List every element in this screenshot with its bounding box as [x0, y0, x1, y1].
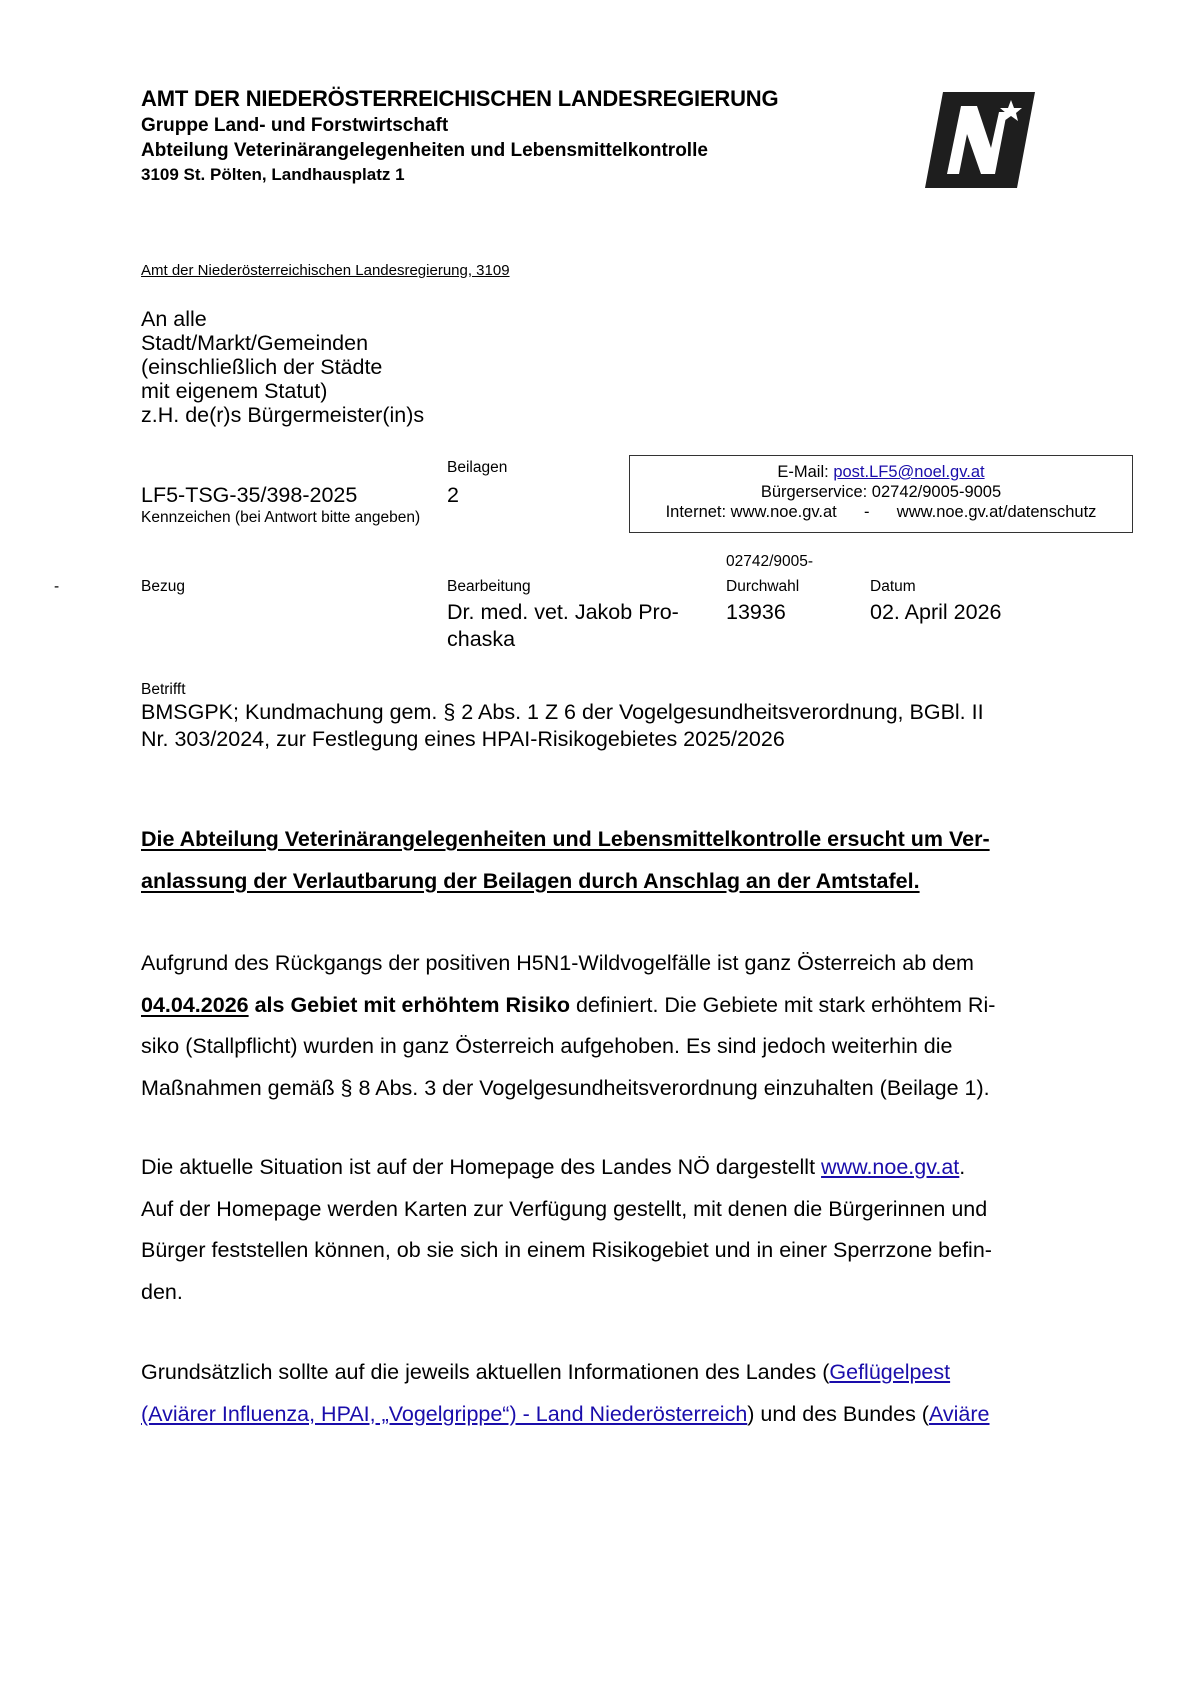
durchwahl-value: 13936	[726, 600, 786, 624]
betrifft-label: Betrifft	[141, 681, 186, 698]
recipient-line: (einschließlich der Städte	[141, 355, 383, 379]
paragraph-line: Bürger feststellen können, ob sie sich in einem Risikogebiet und in einer Sperrzone befin-	[141, 1238, 992, 1262]
bearbeitung-value: Dr. med. vet. Jakob Pro-	[447, 600, 679, 624]
internet-label: Internet: www.noe.gv.at	[665, 503, 837, 521]
request-paragraph	[141, 819, 1101, 902]
paragraph-information	[141, 1352, 1101, 1435]
effective-date: 04.04.2026	[141, 992, 249, 1017]
bund-aviaere-link[interactable]: Aviäre	[928, 1401, 990, 1426]
department-name: Abteilung Veterinärangelegenheiten und Lebensmittelkontrolle	[141, 140, 708, 161]
email-label: E-Mail:	[777, 463, 834, 481]
durchwahl-prefix: 02742/9005-	[726, 553, 814, 570]
land-noe-gefluegelpest-link-cont[interactable]: (Aviärer Influenza, HPAI, „Vogelgrippe“) - Land Niederösterreich	[141, 1401, 748, 1426]
recipient-line: Stadt/Markt/Gemeinden	[141, 331, 369, 355]
paragraph-text: definiert. Die Gebiete mit stark erhöhtem Ri-	[570, 992, 996, 1017]
noe-logo-icon	[925, 92, 1035, 188]
margin-dash: -	[54, 578, 60, 595]
paragraph-line	[141, 1147, 1101, 1189]
recipient-address	[141, 307, 641, 427]
durchwahl-label: Durchwahl	[726, 578, 800, 595]
email-line	[630, 462, 1132, 482]
bearbeitung-label: Bearbeitung	[447, 578, 531, 595]
kennzeichen-value: LF5-TSG-35/398-2025	[141, 483, 358, 507]
paragraph-line: Aufgrund des Rückgangs der positiven H5N1-Wildvogelfälle ist ganz Österreich ab dem	[141, 951, 974, 975]
datenschutz-text: www.noe.gv.at/datenschutz	[896, 503, 1097, 521]
subject-line: Nr. 303/2024, zur Festlegung eines HPAI-Risikogebietes 2025/2026	[141, 727, 785, 751]
land-noe-gefluegelpest-link[interactable]: Geflügelpest	[829, 1360, 951, 1384]
authority-name: AMT DER NIEDERÖSTERREICHISCHEN LANDESREGIERUNG	[141, 86, 779, 111]
request-line: Die Abteilung Veterinärangelegenheiten und Lebensmittelkontrolle ersucht um Ver-	[141, 827, 990, 851]
subject-line: BMSGPK; Kundmachung gem. § 2 Abs. 1 Z 6 der Vogelgesundheitsverordnung, BGBl. II	[141, 700, 984, 724]
bezug-label: Bezug	[141, 578, 185, 595]
bearbeitung-value-cont: chaska	[447, 627, 516, 651]
recipient-line: mit eigenem Statut)	[141, 379, 328, 403]
kennzeichen-label: Kennzeichen (bei Antwort bitte angeben)	[141, 509, 421, 526]
group-name: Gruppe Land- und Forstwirtschaft	[141, 115, 449, 136]
paragraph-text: Grundsätzlich sollte auf die jeweils aktuellen Informationen des Landes (	[141, 1360, 830, 1384]
paragraph-line	[141, 1394, 1101, 1436]
email-link[interactable]: post.LF5@noel.gv.at	[833, 463, 985, 481]
datum-value: 02. April 2026	[870, 600, 1002, 624]
buergerservice-line: Bürgerservice: 02742/9005-9005	[760, 483, 1002, 501]
beilagen-label: Beilagen	[447, 459, 508, 476]
paragraph-line: Auf der Homepage werden Karten zur Verfügung gestellt, mit denen die Bürgerinnen und	[141, 1196, 988, 1221]
request-line: anlassung der Verlautbarung der Beilagen durch Anschlag an der Amtstafel.	[141, 868, 920, 893]
paragraph-homepage	[141, 1147, 1101, 1313]
subject	[141, 699, 1101, 753]
risk-definition: als Gebiet mit erhöhtem Risiko	[248, 992, 570, 1017]
separator: -	[864, 503, 870, 521]
paragraph-text: ) und des Bundes (	[747, 1401, 929, 1426]
paragraph-line: siko (Stallpflicht) wurden in ganz Österreich aufgehoben. Es sind jedoch weiterhin die	[141, 1034, 953, 1058]
paragraph-line	[141, 985, 1101, 1027]
paragraph-line: Maßnahmen gemäß § 8 Abs. 3 der Vogelgesundheitsverordnung einzuhalten (Beilage 1).	[141, 1075, 990, 1100]
paragraph-line	[141, 1352, 1101, 1394]
paragraph-text: Die aktuelle Situation ist auf der Homepage des Landes NÖ dargestellt	[141, 1155, 822, 1179]
recipient-line: An alle	[141, 307, 207, 331]
beilagen-value: 2	[447, 483, 459, 507]
sender-line: Amt der Niederösterreichischen Landesregierung, 3109	[141, 262, 510, 279]
paragraph-line: den.	[141, 1279, 183, 1304]
paragraph-text: .	[959, 1155, 966, 1179]
address: 3109 St. Pölten, Landhausplatz 1	[141, 165, 405, 184]
internet-line	[630, 502, 1132, 522]
recipient-line: z.H. de(r)s Bürgermeister(in)s	[141, 403, 425, 427]
paragraph-situation	[141, 943, 1101, 1109]
contact-box	[629, 455, 1133, 533]
noe-homepage-link[interactable]: www.noe.gv.at	[821, 1155, 960, 1179]
datum-label: Datum	[870, 578, 916, 595]
